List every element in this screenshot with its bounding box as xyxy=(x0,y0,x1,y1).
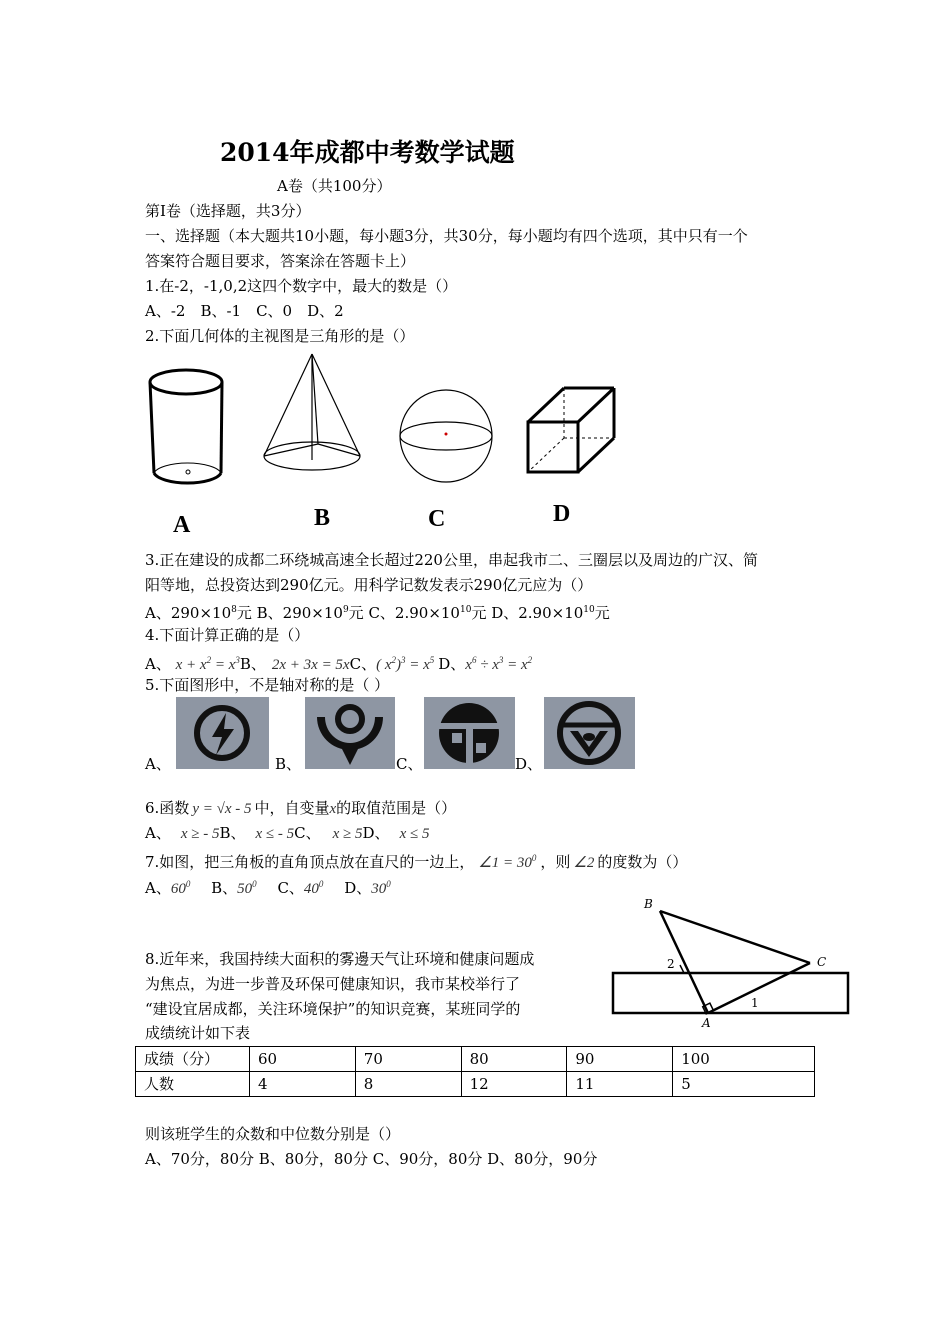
logo-label-c: C、 xyxy=(396,755,423,773)
cylinder-shape xyxy=(150,370,222,483)
section-heading: 第I卷（选择题，共3分） xyxy=(145,202,311,220)
question-8-line-4: 成绩统计如下表 xyxy=(145,1024,251,1042)
table-cell: 60 xyxy=(250,1047,356,1072)
leaf-emblem-icon xyxy=(544,697,635,769)
angle-label-2: 2 xyxy=(667,957,675,971)
vertex-label-a: A xyxy=(702,1016,711,1030)
question-3-line-1: 3.正在建设的成都二环绕城高速全长超过220公里，串起我市二、三圈层以及周边的广汉、简 xyxy=(145,551,758,569)
question-6: 6.函数 y = √x - 5 中，自变量x的取值范围是（） xyxy=(145,799,457,817)
table-cell: 100 xyxy=(673,1047,815,1072)
logo-b xyxy=(305,697,395,769)
logo-label-b: B、 xyxy=(275,755,302,773)
table-cell: 80 xyxy=(461,1047,567,1072)
sphere-shape xyxy=(400,390,492,482)
lightning-icon xyxy=(176,697,269,769)
question-8-line-3: “建设宜居成都，关注环境保护”的知识竞赛，某班同学的 xyxy=(145,1000,521,1018)
vertex-label-b: B xyxy=(644,897,653,911)
question-7: 7.如图，把三角板的直角顶点放在直尺的一边上， ∠1 = $30^0$ ，则 ∠2 的度数为（） xyxy=(145,853,688,871)
question-4-options: A、 $x + x^2 = x^3B$、 2x + 3x = 5xC、( $x^2)^3 = x^5$ D、$x^6 \div x^3 = x^2$ xyxy=(145,655,533,673)
question-1: 1.在-2，-1,0,2这四个数字中，最大的数是（） xyxy=(145,277,458,295)
table-cell: 4 xyxy=(250,1072,356,1097)
table-row xyxy=(136,1072,815,1097)
table-cell: 8 xyxy=(355,1072,461,1097)
question-8-line-1: 8.近年来，我国持续大面积的雾邊天气让环境和健康问题成 xyxy=(145,950,535,968)
logo-c xyxy=(424,697,515,769)
table-cell: 5 xyxy=(673,1072,815,1097)
table-row xyxy=(136,1047,815,1072)
checkered-emblem-icon xyxy=(424,697,515,769)
question-8-line-2: 为焦点，为进一步普及环保可健康知识，我市某校举行了 xyxy=(145,975,521,993)
solid-label-b: B xyxy=(314,505,331,531)
solid-label-a: A xyxy=(173,512,191,538)
table-header-cell: 成绩（分） xyxy=(136,1047,250,1072)
question-3-line-2: 阳等地，总投资达到290亿元。用科学记数发表示290亿元应为（） xyxy=(145,576,593,594)
angle-label-1: 1 xyxy=(751,996,759,1010)
question-3-options: A、$290\times 10^8$元 B、$290\times 10^9$元 C、$2.90\times 10^{10}$元 D、$2.90\times 10^{10}$元 xyxy=(145,604,610,622)
question-1-options: A、-2 B、-1 C、0 D、2 xyxy=(145,302,344,320)
table-header-cell: 人数 xyxy=(136,1072,250,1097)
table-cell: 11 xyxy=(567,1072,673,1097)
part-intro-line-2: 答案符合题目要求，答案涂在答题卡上） xyxy=(145,252,416,270)
question-5: 5.下面图形中，不是轴对称的是（ ） xyxy=(145,676,390,694)
triangle-shape xyxy=(660,911,810,1013)
solids-figure xyxy=(140,348,640,508)
logo-label-d: D、 xyxy=(515,755,543,773)
question-2: 2.下面几何体的主视图是三角形的是（） xyxy=(145,327,415,345)
question-4: 4.下面计算正确的是（） xyxy=(145,626,310,644)
table-cell: 90 xyxy=(567,1047,673,1072)
question-8-options: A、70分，80分 B、80分，80分 C、90分，80分 D、80分，90分 xyxy=(145,1150,598,1168)
cone-shape xyxy=(264,354,360,470)
solid-label-c: C xyxy=(428,506,446,532)
grade-table xyxy=(135,1046,815,1097)
question-6-options: A、 x ≥ - 5B、 x ≤ - 5C、 x ≥ 5D、 x ≤ 5 xyxy=(145,824,430,842)
logo-d xyxy=(544,697,635,769)
question-8-question: 则该班学生的众数和中位数分别是（） xyxy=(145,1125,401,1143)
vertex-label-c: C xyxy=(817,955,827,969)
ruler-shape xyxy=(613,973,848,1013)
part-intro-line-1: 一、选择题（本大题共10小题，每小题3分，共30分，每小题均有四个选项，其中只有一个 xyxy=(145,227,748,245)
volume-subtitle: A卷（共100分） xyxy=(277,177,392,195)
page-title: 2014年成都中考数学试题 xyxy=(220,138,515,167)
solid-label-d: D xyxy=(553,501,571,527)
question-7-options: A、$60^0$ B、$50^0$ C、$40^0$ D、$30^0$ xyxy=(145,879,391,897)
table-cell: 12 xyxy=(461,1072,567,1097)
logo-label-a: A、 xyxy=(145,755,171,773)
logo-a xyxy=(176,697,269,769)
table-cell: 70 xyxy=(355,1047,461,1072)
ring-emblem-icon xyxy=(305,697,395,769)
